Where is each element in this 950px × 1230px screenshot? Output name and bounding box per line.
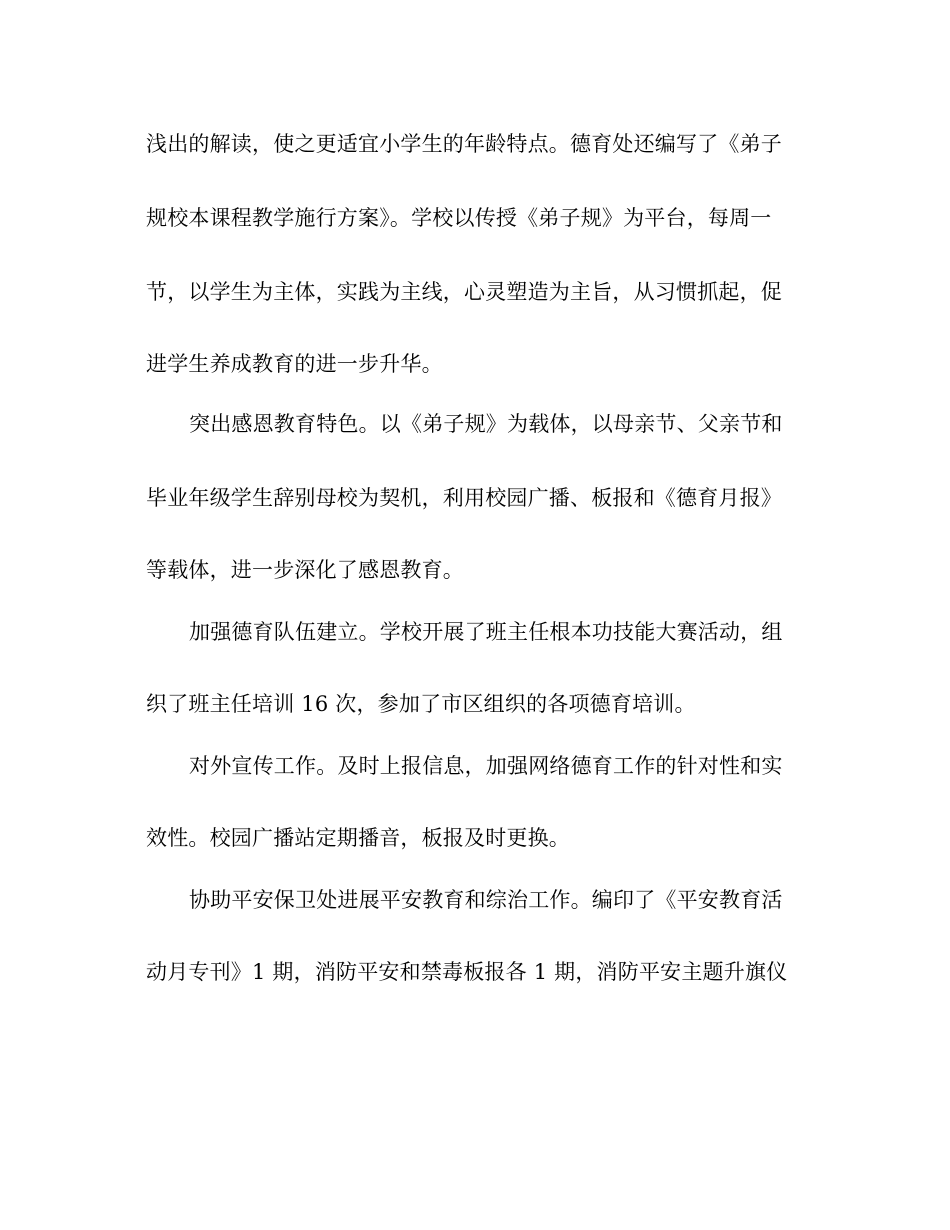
text-line-1: 浅出的解读，使之更适宜小学生的年龄特点。德育处还编写了《弟子 [146,132,782,156]
paragraph-start-line-8: 加强德育队伍建立。学校开展了班主任根本功技能大赛活动，组 [189,620,783,644]
text-line-13: 动月专刊》1 期，消防平安和禁毒板报各 1 期，消防平安主题升旗仪 [146,960,788,984]
text-line-2: 规校本课程教学施行方案》。学校以传授《弟子规》为平台，每周一 [146,206,772,230]
paragraph-start-line-5: 突出感恩教育特色。以《弟子规》为载体，以母亲节、父亲节和 [189,412,783,436]
text-line-6: 毕业年级学生辞别母校为契机，利用校园广播、板报和《德育月报》 [146,486,782,510]
paragraph-start-line-12: 协助平安保卫处进展平安教育和综治工作。编印了《平安教育活 [189,888,783,912]
paragraph-start-line-10: 对外宣传工作。及时上报信息，加强网络德育工作的针对性和实 [189,754,783,778]
text-line-11: 效性。校园广播站定期播音，板报及时更换。 [146,826,570,850]
text-line-7: 等载体，进一步深化了感恩教育。 [146,558,464,582]
text-line-9: 织了班主任培训 16 次，参加了市区组织的各项德育培训。 [146,692,696,716]
text-line-3: 节，以学生为主体，实践为主线，心灵塑造为主旨，从习惯抓起，促 [146,280,782,304]
text-line-4: 进学生养成教育的进一步升华。 [146,352,443,376]
